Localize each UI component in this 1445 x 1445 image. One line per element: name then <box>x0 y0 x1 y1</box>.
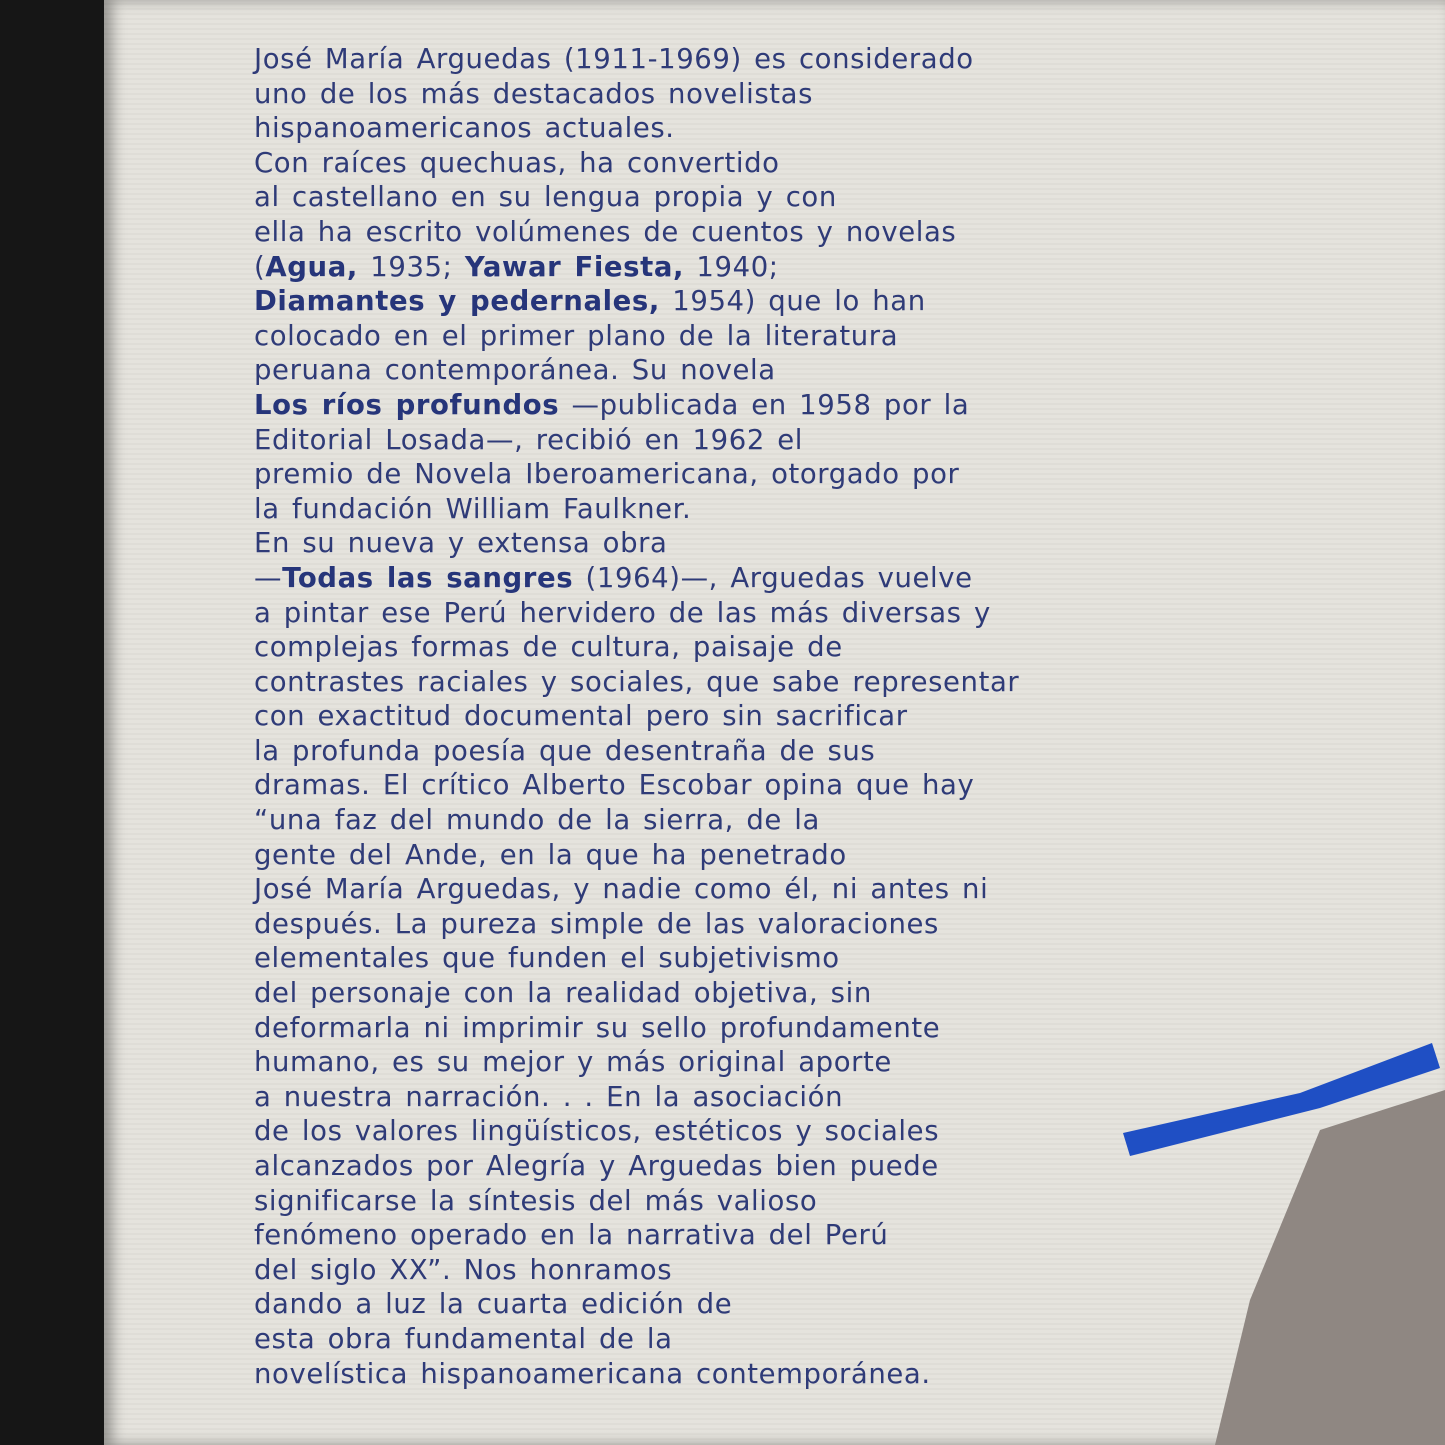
text-run: ( <box>254 250 266 283</box>
blurb-line <box>254 838 1074 873</box>
blurb-line <box>254 665 1074 700</box>
blurb-line <box>254 630 1074 665</box>
text-run: humano, es su mejor y más original aporte <box>254 1046 892 1079</box>
text-run: José María Arguedas (1911-1969) es considerado <box>254 43 974 75</box>
blurb-line <box>254 492 1074 527</box>
back-cover-page <box>104 0 1445 1445</box>
blurb-line <box>254 1253 1074 1288</box>
text-run: Editorial Losada—, recibió en 1962 el <box>254 423 804 456</box>
blurb-line <box>254 353 1074 388</box>
blurb-line <box>254 42 1074 77</box>
text-run: 1935; <box>357 250 465 283</box>
text-run: (1964)—, Arguedas vuelve <box>573 561 973 594</box>
text-run: colocado en el primer plano de la literatura <box>254 319 899 352</box>
blurb-line <box>254 1045 1074 1080</box>
blurb-line <box>254 561 1074 596</box>
blurb-line <box>254 1080 1074 1115</box>
blurb-line <box>254 734 1074 769</box>
blurb-line <box>254 768 1074 803</box>
blurb-line <box>254 180 1074 215</box>
blurb-line <box>254 457 1074 492</box>
blurb-line <box>254 319 1074 354</box>
text-run: peruana contemporánea. Su novela <box>254 354 776 387</box>
text-run: la profunda poesía que desentraña de sus <box>254 734 876 767</box>
blurb-line <box>254 284 1074 319</box>
text-run: del personaje con la realidad objetiva, sin <box>254 977 872 1010</box>
text-run: significarse la síntesis del más valioso <box>254 1184 818 1217</box>
text-run: “una faz del mundo de la sierra, de la <box>254 804 820 837</box>
text-run: alcanzados por Alegría y Arguedas bien puede <box>254 1150 939 1182</box>
blurb-line <box>254 907 1074 942</box>
text-run: uno de los más destacados novelistas <box>254 77 814 110</box>
text-run: fenómeno operado en la narrativa del Perú <box>254 1219 889 1252</box>
text-run: al castellano en su lengua propia y con <box>254 181 837 214</box>
text-run: premio de Novela Iberoamericana, otorgado por <box>254 458 960 491</box>
text-run: José María Arguedas, y nadie como él, ni antes ni <box>254 873 989 906</box>
book-title: Agua, <box>265 250 358 283</box>
text-run: contrastes raciales y sociales, que sabe representar <box>254 665 1020 698</box>
blurb-line <box>254 1287 1074 1322</box>
blurb-line <box>254 1184 1074 1219</box>
blurb-line <box>254 146 1074 181</box>
text-run: Con raíces quechuas, ha convertido <box>254 146 780 179</box>
blurb-line <box>254 388 1074 423</box>
blurb-line <box>254 1149 1074 1184</box>
back-cover-blurb <box>254 42 1074 1391</box>
book-title: Todas las sangres <box>282 561 574 594</box>
blurb-line <box>254 250 1074 285</box>
text-run: del siglo XX”. Nos honramos <box>254 1253 673 1286</box>
blurb-line <box>254 976 1074 1011</box>
blurb-line <box>254 803 1074 838</box>
blurb-line <box>254 215 1074 250</box>
blurb-line <box>254 596 1074 631</box>
text-run: de los valores lingüísticos, estéticos y sociales <box>254 1115 940 1148</box>
text-run: a nuestra narración. . . En la asociación <box>254 1080 844 1113</box>
blurb-line <box>254 423 1074 458</box>
blurb-line <box>254 872 1074 907</box>
text-run: — <box>254 561 283 594</box>
blurb-line <box>254 941 1074 976</box>
text-run: complejas formas de cultura, paisaje de <box>254 631 843 664</box>
blurb-line <box>254 699 1074 734</box>
text-run: dando a luz la cuarta edición de <box>254 1288 733 1321</box>
blurb-line <box>254 1218 1074 1253</box>
text-run: gente del Ande, en la que ha penetrado <box>254 838 847 871</box>
text-run: novelística hispanoamericana contemporánea. <box>254 1357 931 1390</box>
text-run: elementales que funden el subjetivismo <box>254 942 840 975</box>
blurb-line <box>254 1114 1074 1149</box>
text-run: 1940; <box>684 250 779 283</box>
book-title: Los ríos profundos <box>254 388 560 421</box>
book-title: Diamantes y pedernales, <box>254 285 660 318</box>
text-run: a pintar ese Perú hervidero de las más diversas y <box>254 596 991 629</box>
text-run: esta obra fundamental de la <box>254 1322 673 1355</box>
book-title: Yawar Fiesta, <box>464 250 685 283</box>
blurb-line <box>254 111 1074 146</box>
text-run: hispanoamericanos actuales. <box>254 112 675 145</box>
text-run: dramas. El crítico Alberto Escobar opina que hay <box>254 769 975 802</box>
blurb-line <box>254 1322 1074 1357</box>
blurb-line <box>254 77 1074 112</box>
text-run: con exactitud documental pero sin sacrificar <box>254 700 908 733</box>
text-run: ella ha escrito volúmenes de cuentos y novelas <box>254 215 957 248</box>
text-run: En su nueva y extensa obra <box>254 527 668 560</box>
blurb-line <box>254 1011 1074 1046</box>
text-run: después. La pureza simple de las valoraciones <box>254 907 939 940</box>
text-run: deformarla ni imprimir su sello profundamente <box>254 1011 941 1044</box>
text-run: la fundación William Faulkner. <box>254 492 692 525</box>
text-run: 1954) que lo han <box>659 285 926 318</box>
blurb-line <box>254 526 1074 561</box>
blurb-line <box>254 1357 1074 1392</box>
text-run: —publicada en 1958 por la <box>559 388 970 421</box>
